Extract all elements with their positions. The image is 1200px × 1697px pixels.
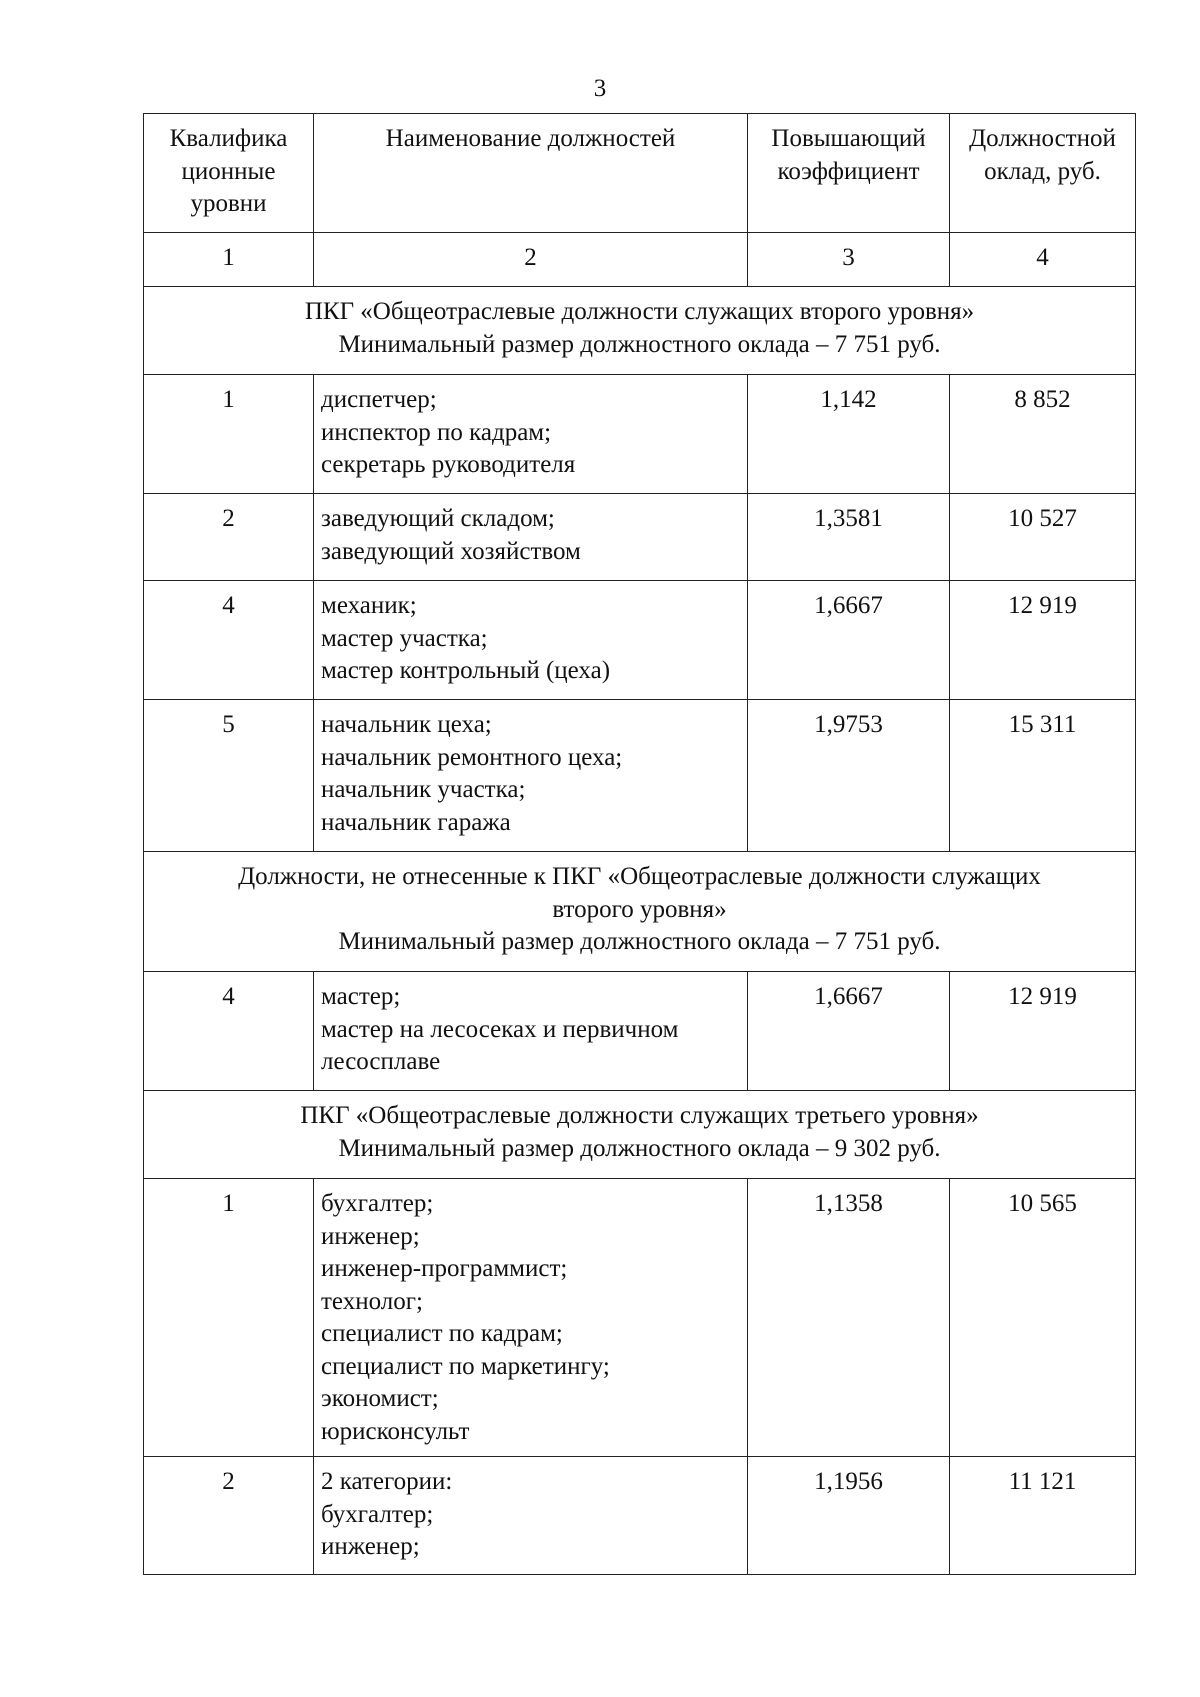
position-item: мастер на лесосеках и первичном	[321, 1015, 679, 1043]
table-row	[144, 494, 1136, 581]
group-heading-row	[144, 287, 1136, 375]
position-item: юрисконсульт	[321, 1417, 470, 1445]
group-heading-row	[144, 852, 1136, 972]
qualification-level: 4	[144, 972, 314, 1091]
positions-list	[314, 1179, 748, 1457]
group-min-salary: Минимальный размер должностного оклада – 7 751 руб.	[338, 928, 941, 955]
position-item: бухгалтер;	[321, 1500, 434, 1528]
position-item: 2 категории:	[321, 1468, 453, 1495]
salary: 10 565	[950, 1179, 1136, 1457]
column-number: 3	[748, 233, 950, 287]
position-item: мастер контрольный (цеха)	[321, 657, 611, 684]
group-title: второго уровня»	[552, 895, 727, 923]
group-heading-row	[144, 1091, 1136, 1179]
coefficient: 1,1956	[748, 1457, 950, 1575]
coefficient: 1,3581	[748, 494, 950, 581]
salary: 15 311	[950, 700, 1136, 852]
header-line: ционные	[181, 157, 276, 185]
position-item: диспетчер;	[321, 386, 437, 413]
header-line: коэффициент	[777, 157, 920, 185]
group-heading	[144, 287, 1136, 375]
position-item: инженер-программист;	[321, 1255, 568, 1282]
page-number: 3	[593, 75, 607, 102]
position-item: инженер;	[321, 1533, 420, 1560]
qualification-level: 1	[144, 1179, 314, 1457]
position-item: экономист;	[321, 1385, 439, 1412]
header-qualification-levels	[144, 114, 314, 233]
header-line: Повышающий	[771, 125, 926, 152]
position-item: специалист по кадрам;	[321, 1320, 563, 1347]
group-min-salary: Минимальный размер должностного оклада – 7 751 руб.	[338, 330, 941, 358]
salary: 10 527	[950, 494, 1136, 581]
position-item: начальник цеха;	[321, 711, 492, 738]
table-row	[144, 972, 1136, 1091]
salary: 12 919	[950, 581, 1136, 700]
position-item: лесосплаве	[321, 1048, 441, 1075]
table-row	[144, 1457, 1136, 1575]
qualification-level: 1	[144, 375, 314, 494]
coefficient: 1,142	[748, 375, 950, 494]
table-header-row	[144, 114, 1136, 233]
header-coefficient	[748, 114, 950, 233]
position-item: специалист по маркетингу;	[321, 1352, 610, 1380]
column-number: 4	[950, 233, 1136, 287]
position-item: начальник гаража	[321, 808, 511, 836]
position-item: мастер участка;	[321, 624, 488, 652]
salary: 12 919	[950, 972, 1136, 1091]
group-title: ПКГ «Общеотраслевые должности служащих третьего уровня»	[300, 1102, 979, 1129]
positions-list	[314, 375, 748, 494]
salary: 11 121	[950, 1457, 1136, 1575]
coefficient: 1,6667	[748, 581, 950, 700]
qualification-level: 2	[144, 494, 314, 581]
header-line: Должностной	[969, 125, 1116, 152]
position-item: инженер;	[321, 1222, 420, 1250]
group-title: Должности, не отнесенные к ПКГ «Общеотраслевые должности служащих	[238, 863, 1041, 890]
qualification-level: 5	[144, 700, 314, 852]
salary: 8 852	[950, 375, 1136, 494]
positions-list	[314, 581, 748, 700]
group-heading	[144, 1091, 1136, 1179]
group-heading	[144, 852, 1136, 972]
position-item: начальник участка;	[321, 776, 526, 803]
table-row	[144, 581, 1136, 700]
column-number: 1	[144, 233, 314, 287]
qualification-level: 4	[144, 581, 314, 700]
group-min-salary: Минимальный размер должностного оклада – 9 302 руб.	[338, 1134, 941, 1162]
table-row	[144, 1179, 1136, 1457]
positions-list	[314, 494, 748, 581]
position-item: технолог;	[321, 1287, 423, 1315]
position-item: начальник ремонтного цеха;	[321, 743, 623, 771]
position-item: заведующий складом;	[321, 505, 555, 532]
table-row	[144, 700, 1136, 852]
header-line: Наименование должностей	[385, 125, 676, 152]
position-item: механик;	[321, 592, 417, 619]
group-title: ПКГ «Общеотраслевые должности служащих второго уровня»	[304, 298, 975, 325]
header-line: Квалифика	[169, 125, 288, 152]
position-item: заведующий хозяйством	[321, 537, 581, 565]
position-item: бухгалтер;	[321, 1190, 434, 1217]
column-number: 2	[314, 233, 748, 287]
coefficient: 1,1358	[748, 1179, 950, 1457]
column-numbers-row	[144, 233, 1136, 287]
header-line: уровни	[190, 190, 267, 217]
salary-table	[143, 113, 1136, 1575]
header-position-names	[314, 114, 748, 233]
header-salary	[950, 114, 1136, 233]
qualification-level: 2	[144, 1457, 314, 1575]
positions-list	[314, 972, 748, 1091]
header-line: оклад, руб.	[984, 157, 1101, 185]
table-row	[144, 375, 1136, 494]
position-item: секретарь руководителя	[321, 451, 576, 478]
coefficient: 1,6667	[748, 972, 950, 1091]
position-item: мастер;	[321, 983, 401, 1010]
coefficient: 1,9753	[748, 700, 950, 852]
position-item: инспектор по кадрам;	[321, 418, 552, 446]
positions-list	[314, 700, 748, 852]
positions-list	[314, 1457, 748, 1575]
